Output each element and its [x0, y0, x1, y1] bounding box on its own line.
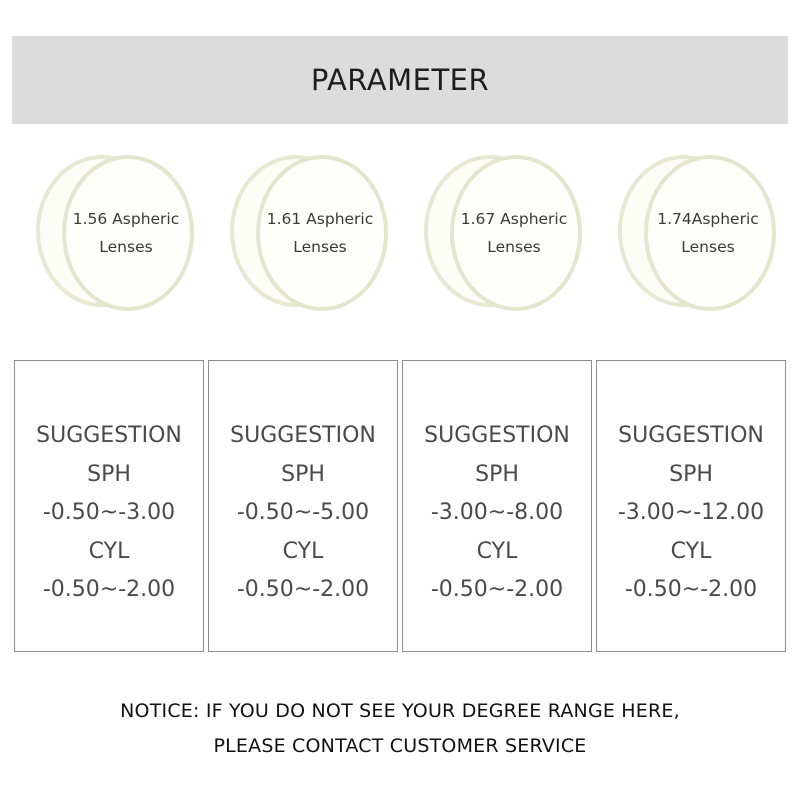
lens-name-line2: Lenses [293, 238, 347, 256]
lens-group-4 [602, 145, 778, 319]
sph-range: -0.50~-3.00 [42, 500, 176, 525]
sph-label: SPH [87, 461, 131, 487]
cyl-label: CYL [476, 538, 518, 564]
lens-name-line2: Lenses [487, 238, 541, 256]
sph-label: SPH [281, 461, 325, 487]
cyl-label: CYL [670, 538, 712, 564]
cyl-label: CYL [282, 538, 324, 564]
lens-group-1 [20, 145, 196, 319]
lens-name [56, 205, 196, 261]
cyl-range: -0.50~-2.00 [236, 577, 370, 602]
cyl-label: CYL [88, 538, 130, 564]
sph-range: -3.00~-12.00 [617, 500, 765, 525]
header-band [12, 36, 788, 124]
cyl-range: -0.50~-2.00 [42, 577, 176, 602]
lens-name-line1: 1.74Aspheric [657, 210, 759, 228]
page-title: PARAMETER [310, 63, 490, 97]
sph-range: -3.00~-8.00 [430, 500, 564, 525]
lens-name-line2: Lenses [681, 238, 735, 256]
suggestion-label: SUGGESTION [36, 423, 182, 448]
lens-name [444, 205, 584, 261]
notice-text [0, 694, 800, 764]
suggestion-card-1 [14, 360, 204, 652]
cyl-range: -0.50~-2.00 [430, 577, 564, 602]
cyl-range: -0.50~-2.00 [624, 577, 758, 602]
notice-line1: NOTICE: IF YOU DO NOT SEE YOUR DEGREE RANGE HERE, [120, 700, 680, 722]
sph-label: SPH [669, 461, 713, 487]
lens-group-2 [214, 145, 390, 319]
suggestion-card-2 [208, 360, 398, 652]
suggestion-label: SUGGESTION [424, 423, 570, 448]
lens-name-line2: Lenses [99, 238, 153, 256]
lens-name-line1: 1.56 Aspheric [72, 210, 180, 228]
lens-name-line1: 1.61 Aspheric [266, 210, 374, 228]
sph-label: SPH [475, 461, 519, 487]
lens-name-line1: 1.67 Aspheric [460, 210, 568, 228]
sph-range: -0.50~-5.00 [236, 500, 370, 525]
suggestion-label: SUGGESTION [618, 423, 764, 448]
suggestion-label: SUGGESTION [230, 423, 376, 448]
suggestion-card-3 [402, 360, 592, 652]
notice-line2: PLEASE CONTACT CUSTOMER SERVICE [213, 735, 587, 757]
lens-name [638, 205, 778, 261]
lens-group-3 [408, 145, 584, 319]
suggestion-card-4 [596, 360, 786, 652]
lens-name [250, 205, 390, 261]
